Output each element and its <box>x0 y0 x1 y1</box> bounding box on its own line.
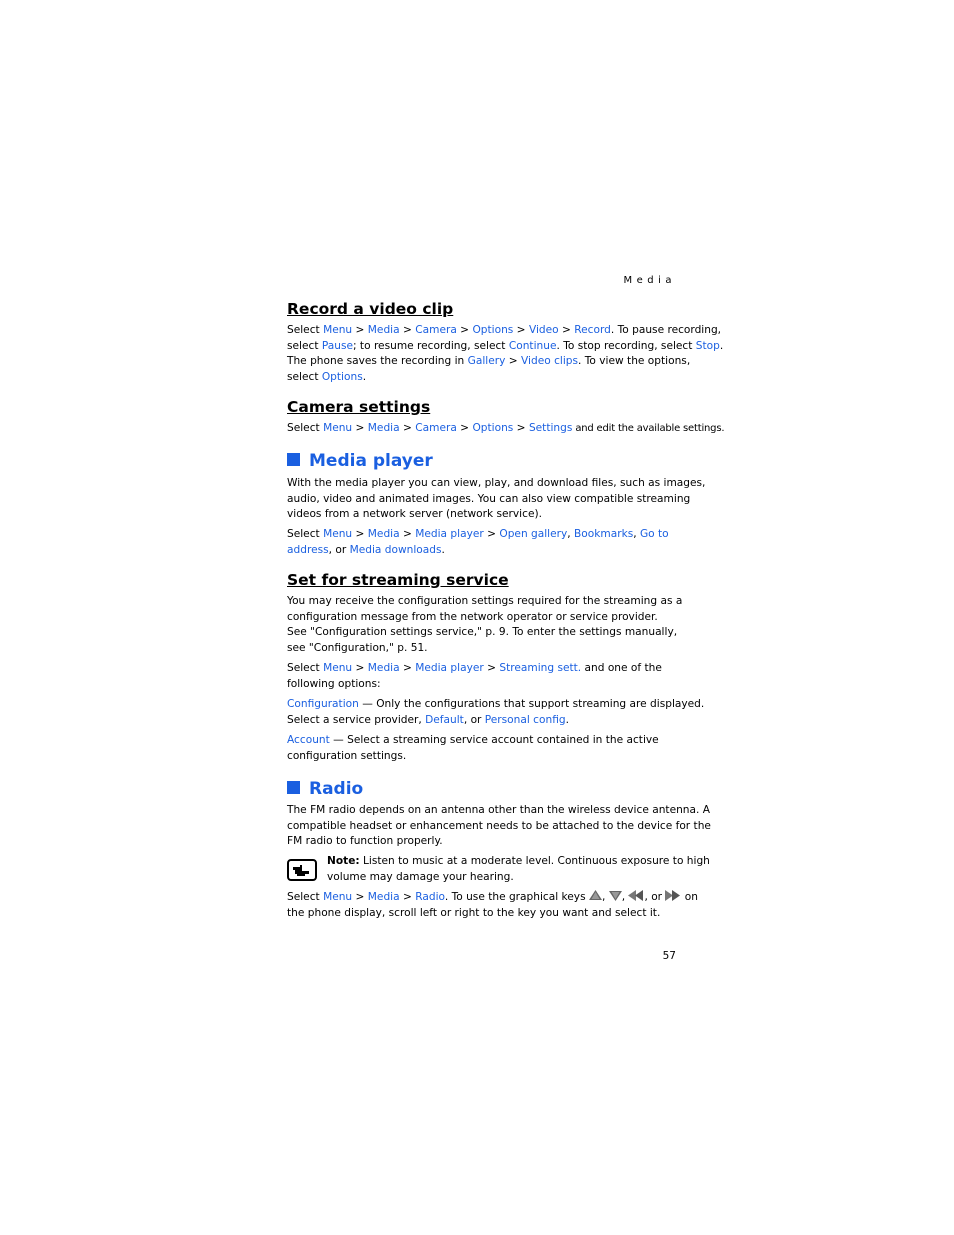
radio-intro: The FM radio depends on an antenna other than the wireless device antenna. A compatible headset or enhancement needs to be attached to the device for the FM radio to function properly. <box>287 804 711 848</box>
personal-config-link[interactable]: Personal config <box>484 713 566 726</box>
menu-link[interactable]: Menu <box>323 528 353 540</box>
heading-camera-settings: Camera settings <box>287 398 431 416</box>
media-downloads-link[interactable]: Media downloads <box>349 543 442 556</box>
running-head: Media <box>623 275 676 286</box>
video-link[interactable]: Video <box>528 324 559 336</box>
account-link[interactable]: Account <box>287 734 330 746</box>
menu-link[interactable]: Menu <box>323 324 353 336</box>
rewind-icon <box>628 890 644 901</box>
record-line-4: select Options. <box>287 370 367 383</box>
note-paragraph: Note: Listen to music at a moderate level. Continuous exposure to high volume may damage your hearing. <box>327 855 710 883</box>
record-line-1: Select Menu > Media > Camera > Options > Video > Record. To pause recording, <box>287 324 722 336</box>
go-to-address-link[interactable]: Go to <box>639 528 669 540</box>
record-paragraph <box>287 323 724 385</box>
radio-link[interactable]: Radio <box>415 891 445 903</box>
open-gallery-link[interactable]: Open gallery <box>499 528 568 540</box>
heading-streaming-service: Set for streaming service <box>287 571 509 589</box>
streaming-path: Select Menu > Media > Media player > Streaming sett. and one of the following options: <box>287 662 662 690</box>
record-line-2: select Pause; to resume recording, select Continue. To stop recording, select Stop. <box>287 339 724 352</box>
camera-settings-paragraph: Select Menu > Media > Camera > Options > Settings and edit the available settings. <box>287 422 725 434</box>
menu-link[interactable]: Menu <box>323 662 353 674</box>
note-hand-icon <box>287 858 317 882</box>
options-link[interactable]: Options <box>472 324 514 336</box>
stop-link[interactable]: Stop <box>695 339 720 352</box>
continue-link[interactable]: Continue <box>508 339 557 352</box>
gallery-link[interactable]: Gallery <box>467 355 506 368</box>
bookmarks-link[interactable]: Bookmarks <box>574 528 634 540</box>
fast-forward-icon <box>665 890 681 901</box>
media-player-link[interactable]: Media player <box>415 662 484 674</box>
default-link[interactable]: Default <box>425 713 464 726</box>
media-link[interactable]: Media <box>367 324 400 336</box>
options-link[interactable]: Options <box>472 422 514 434</box>
media-link[interactable]: Media <box>367 422 400 434</box>
heading-record-video-clip: Record a video clip <box>287 300 454 318</box>
section-square-icon <box>287 453 300 466</box>
menu-link[interactable]: Menu <box>323 422 353 434</box>
camera-link[interactable]: Camera <box>415 324 457 336</box>
go-to-address-link[interactable]: address <box>287 543 329 556</box>
streaming-sett-link[interactable]: Streaming sett. <box>499 662 582 674</box>
streaming-intro: You may receive the configuration settings required for the streaming as a configuration message from the network operator or service provider. See "Configuration settings service," p. 9. To enter the settings manually, see "Configuration," p. 51. <box>287 595 683 654</box>
media-link[interactable]: Media <box>367 662 400 674</box>
media-player-intro: With the media player you can view, play, and download files, such as images, audio, video and animated images. You can also view compatible streaming videos from a network server (network service). <box>287 477 706 521</box>
down-arrow-icon <box>609 890 622 901</box>
record-link[interactable]: Record <box>574 324 611 336</box>
options-link[interactable]: Options <box>321 370 363 383</box>
account-option: Account — Select a streaming service account contained in the active configuration settings. <box>287 734 659 762</box>
heading-media-player: Media player <box>287 451 433 471</box>
media-link[interactable]: Media <box>367 528 400 540</box>
media-player-link[interactable]: Media player <box>415 528 484 540</box>
menu-link[interactable]: Menu <box>323 891 353 903</box>
page-number: 57 <box>662 950 676 962</box>
settings-link[interactable]: Settings <box>528 422 573 434</box>
media-player-path: Select Menu > Media > Media player > Open gallery, Bookmarks, Go to address, or Media downloads. <box>287 528 669 556</box>
radio-path: Select Menu > Media > Radio. To use the graphical keys , , , or on the phone display, scroll left or right to the key you want and select it. <box>287 891 698 919</box>
video-clips-link[interactable]: Video clips <box>521 355 579 368</box>
note-label: Note: <box>327 855 360 867</box>
pause-link[interactable]: Pause <box>321 339 353 352</box>
record-line-3: The phone saves the recording in Gallery > Video clips. To view the options, <box>287 355 691 368</box>
media-link[interactable]: Media <box>367 891 400 903</box>
camera-link[interactable]: Camera <box>415 422 457 434</box>
up-arrow-icon <box>589 890 602 901</box>
configuration-link[interactable]: Configuration <box>287 698 359 710</box>
heading-radio: Radio <box>287 779 363 799</box>
configuration-option: Configuration — Only the configurations that support streaming are displayed. Select a service provider, Default, or Personal config. <box>287 698 705 726</box>
section-square-icon <box>287 781 300 794</box>
